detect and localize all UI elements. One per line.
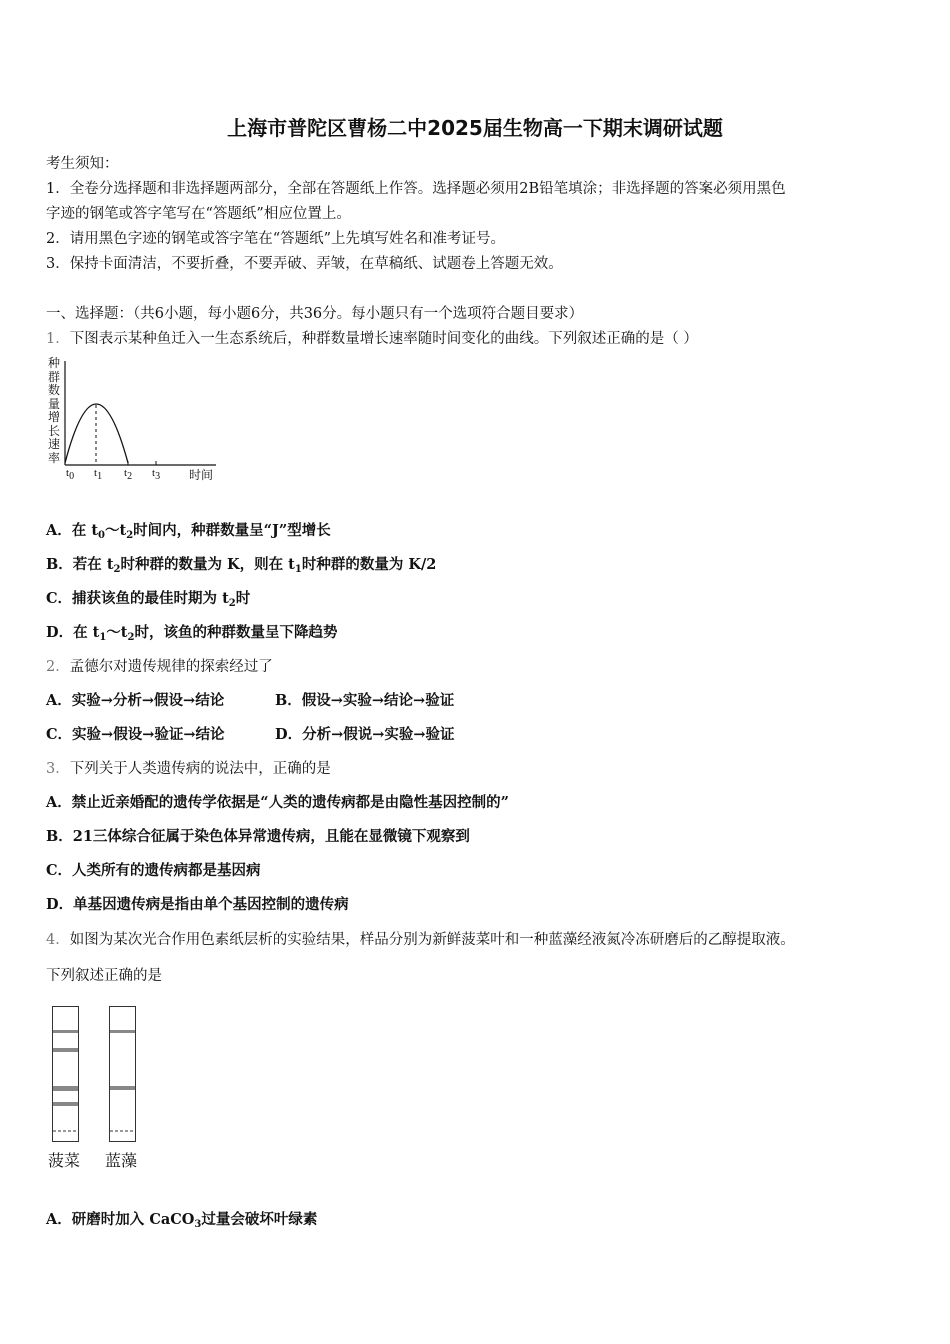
- q2-option-c: C．实验→假设→验证→结论: [46, 726, 225, 743]
- q2-option-a: A．实验→分析→假设→结论: [46, 692, 225, 709]
- q4-option-a: A．研磨时加入 CaCO$_3$过量会破坏叶绿素: [46, 1211, 318, 1230]
- q3-option-d: D．单基因遗传病是指由单个基因控制的遗传病: [46, 896, 349, 913]
- growth-rate-figure: [44, 355, 229, 490]
- question-2: 2．孟德尔对遗传规律的探索经过了: [46, 659, 273, 675]
- spinach-label: 菠菜: [48, 1151, 81, 1170]
- tick-label: $t_1$: [94, 467, 103, 482]
- notice-item-1-cont: 字迹的钢笔或答字笔写在“答题纸”相应位置上。: [46, 206, 351, 222]
- q1-option-a: A．在 $t_0\sim t_2$时间内，种群数量呈“J”型增长: [46, 522, 331, 541]
- tick-label: $t_3$: [152, 467, 161, 482]
- x-axis-label: 时间: [189, 468, 214, 482]
- q3-option-a: A．禁止近亲婚配的遗传学依据是“人类的遗传病都是由隐性基因控制的”: [46, 794, 509, 811]
- q3-option-c: C．人类所有的遗传病都是基因病: [46, 862, 261, 879]
- question-4-cont: 下列叙述正确的是: [46, 968, 162, 984]
- chromatography-figure: [44, 998, 154, 1176]
- notice-item-3: 3．保持卡面清洁，不要折叠，不要弄破、弄皱，在草稿纸、试题卷上答题无效。: [46, 256, 563, 272]
- notice-heading: 考生须知：: [46, 156, 119, 172]
- question-1: [46, 327, 698, 348]
- question-3: 3．下列关于人类遗传病的说法中，正确的是: [46, 761, 331, 777]
- question-4: 4．如图为某次光合作用色素纸层析的实验结果，样品分别为新鲜菠菜叶和一种蓝藻经液氮冷冻研磨后的乙醇提取液。: [46, 932, 795, 948]
- page-title: 上海市普陀区曹杨二中2025届生物高一下期末调研试题: [227, 116, 723, 140]
- question-number: 1．: [46, 331, 70, 347]
- q2-option-d: D．分析→假说→实验→验证: [275, 726, 455, 743]
- q1-option-c: C．捕获该鱼的最佳时期为 $t_2$时: [46, 590, 251, 609]
- q3-option-b: B．21三体综合征属于染色体异常遗传病，且能在显微镜下观察到: [46, 828, 470, 845]
- q1-option-b: B．若在 $t_2$时种群的数量为 K，则在 $t_1$时种群的数量为 K/2: [46, 556, 437, 575]
- section-heading: 一、选择题：（共6小题，每小题6分，共36分。每小题只有一个选项符合题目要求）: [46, 306, 584, 322]
- q2-option-b: B．假设→实验→结论→验证: [275, 692, 455, 709]
- tick-label: $t_2$: [124, 467, 133, 482]
- cyanobacteria-label: 蓝藻: [105, 1151, 138, 1170]
- q1-option-d: D．在 $t_1\sim t_2$时，该鱼的种群数量呈下降趋势: [46, 624, 338, 643]
- notice-item-2: 2．请用黑色字迹的钢笔或答字笔在“答题纸”上先填写姓名和准考证号。: [46, 231, 506, 247]
- tick-label: $t_0$: [66, 467, 75, 482]
- notice-item-1: 1．全卷分选择题和非选择题两部分，全部在答题纸上作答。选择题必须用2B铅笔填涂；非选择题的答案必须用黑色: [46, 181, 786, 197]
- y-axis-label: 种群数量增长速率: [47, 356, 60, 465]
- question-stem: 下图表示某种鱼迁入一生态系统后，种群数量增长速率随时间变化的曲线。下列叙述正确的是（ ）: [69, 331, 698, 347]
- paper-strips: [44, 998, 154, 1148]
